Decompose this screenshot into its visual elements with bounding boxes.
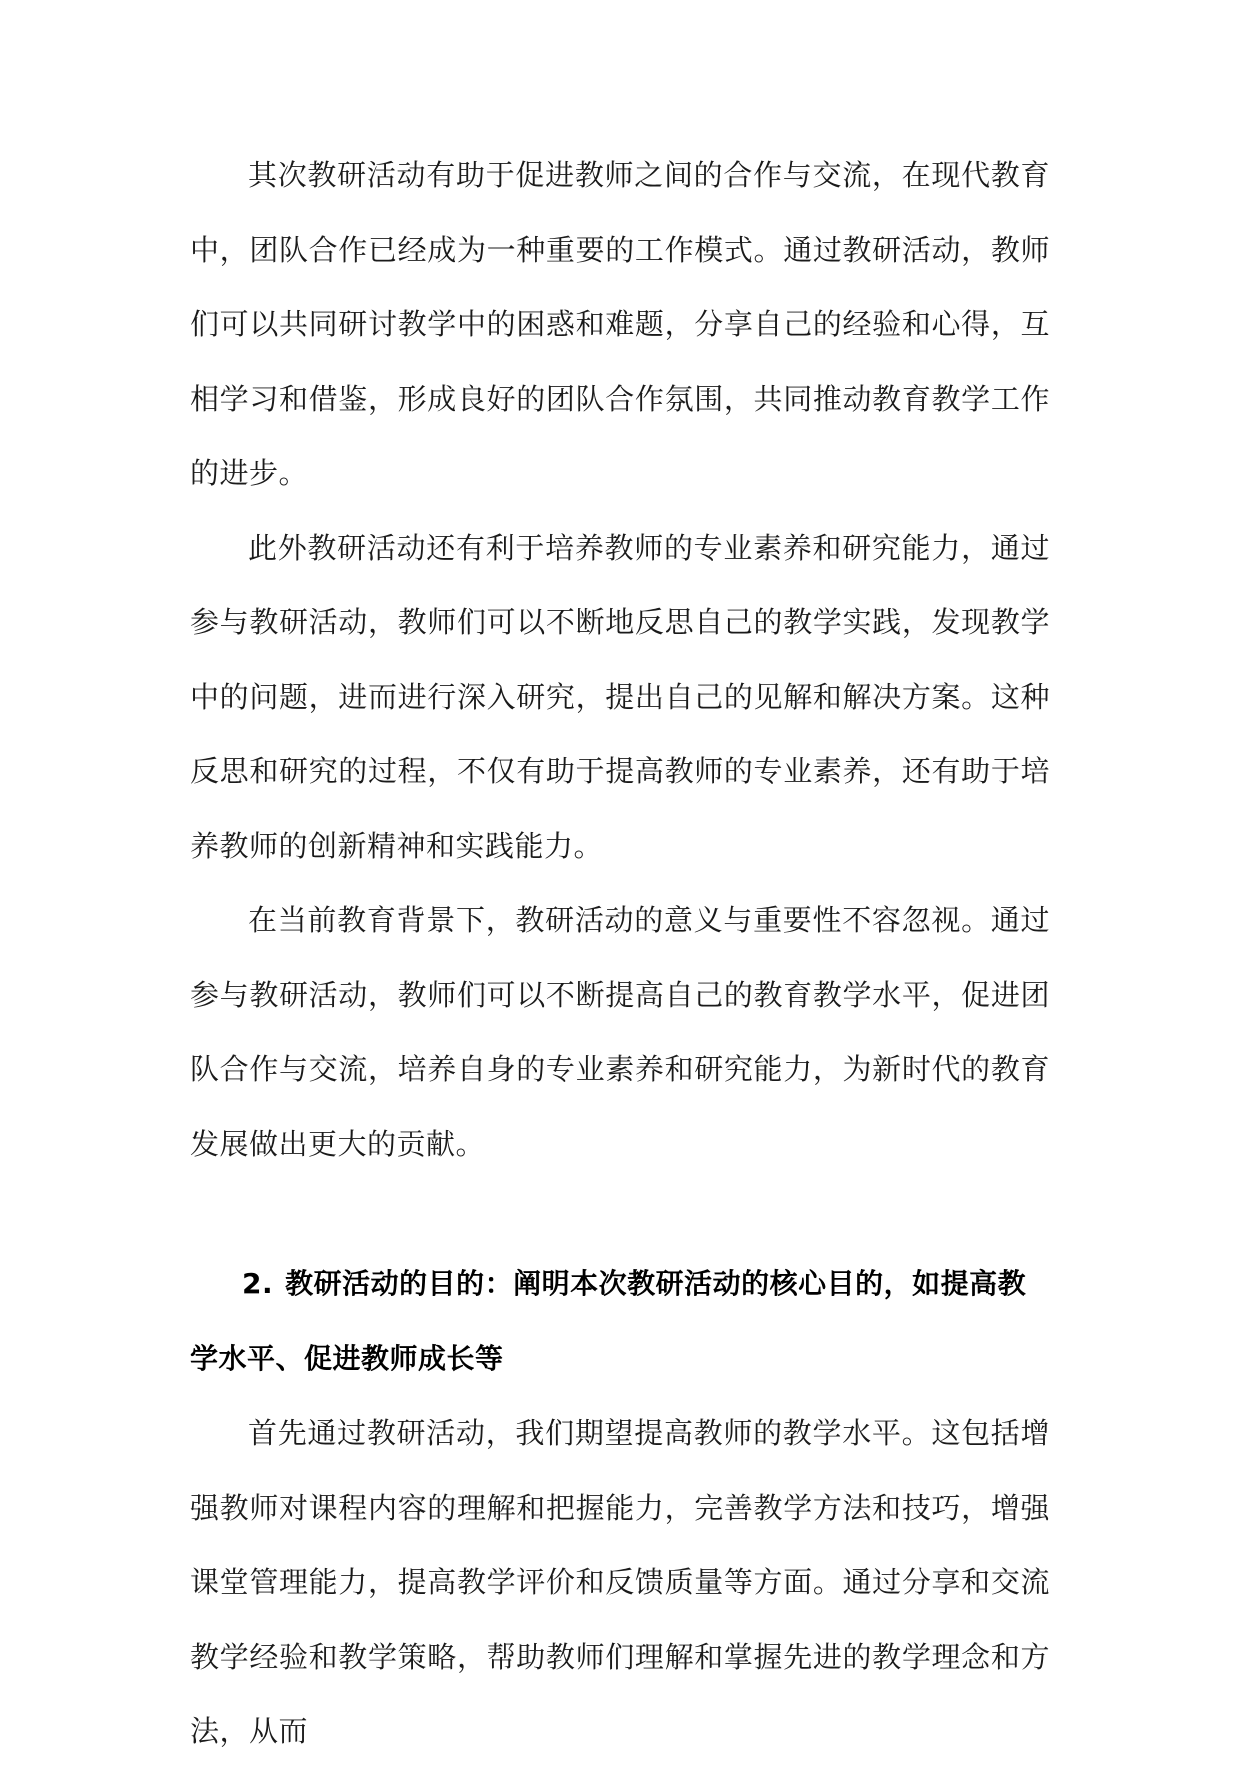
paragraph-significance: 在当前教育背景下，教研活动的意义与重要性不容忽视。通过参与教研活动，教师们可以不断提高自己的教育教学水平，促进团队合作与交流，培养自身的专业素养和研究能力，为新时代的教育发展做出更大的贡献。 xyxy=(190,903,1050,1161)
paragraph-cooperation: 其次教研活动有助于促进教师之间的合作与交流，在现代教育中，团队合作已经成为一种重要的工作模式。通过教研活动，教师们可以共同研讨教学中的困惑和难题，分享自己的经验和心得，互相学习和借鉴，形成良好的团队合作氛围，共同推动教育教学工作的进步。 xyxy=(190,158,1050,490)
paragraph-professional-literacy: 此外教研活动还有利于培养教师的专业素养和研究能力，通过参与教研活动，教师们可以不断地反思自己的教学实践，发现教学中的问题，进而进行深入研究，提出自己的见解和解决方案。这种反思和研究的过程，不仅有助于提高教师的专业素养，还有助于培养教师的创新精神和实践能力。 xyxy=(190,530,1050,863)
document-body xyxy=(190,138,1050,1769)
section-heading-text: 教研活动的目的：阐明本次教研活动的核心目的，如提高教学水平、促进教师成长等 xyxy=(190,1267,1027,1375)
section-heading-number: 2. xyxy=(242,1267,274,1300)
section-heading xyxy=(190,1247,1050,1396)
paragraph-teaching-level: 首先通过教研活动，我们期望提高教师的教学水平。这包括增强教师对课程内容的理解和把握能力，完善教学方法和技巧，增强课堂管理能力，提高教学评价和反馈质量等方面。通过分享和交流教学经验和教学策略，帮助教师们理解和掌握先进的教学理念和方法，从而 xyxy=(190,1416,1050,1748)
